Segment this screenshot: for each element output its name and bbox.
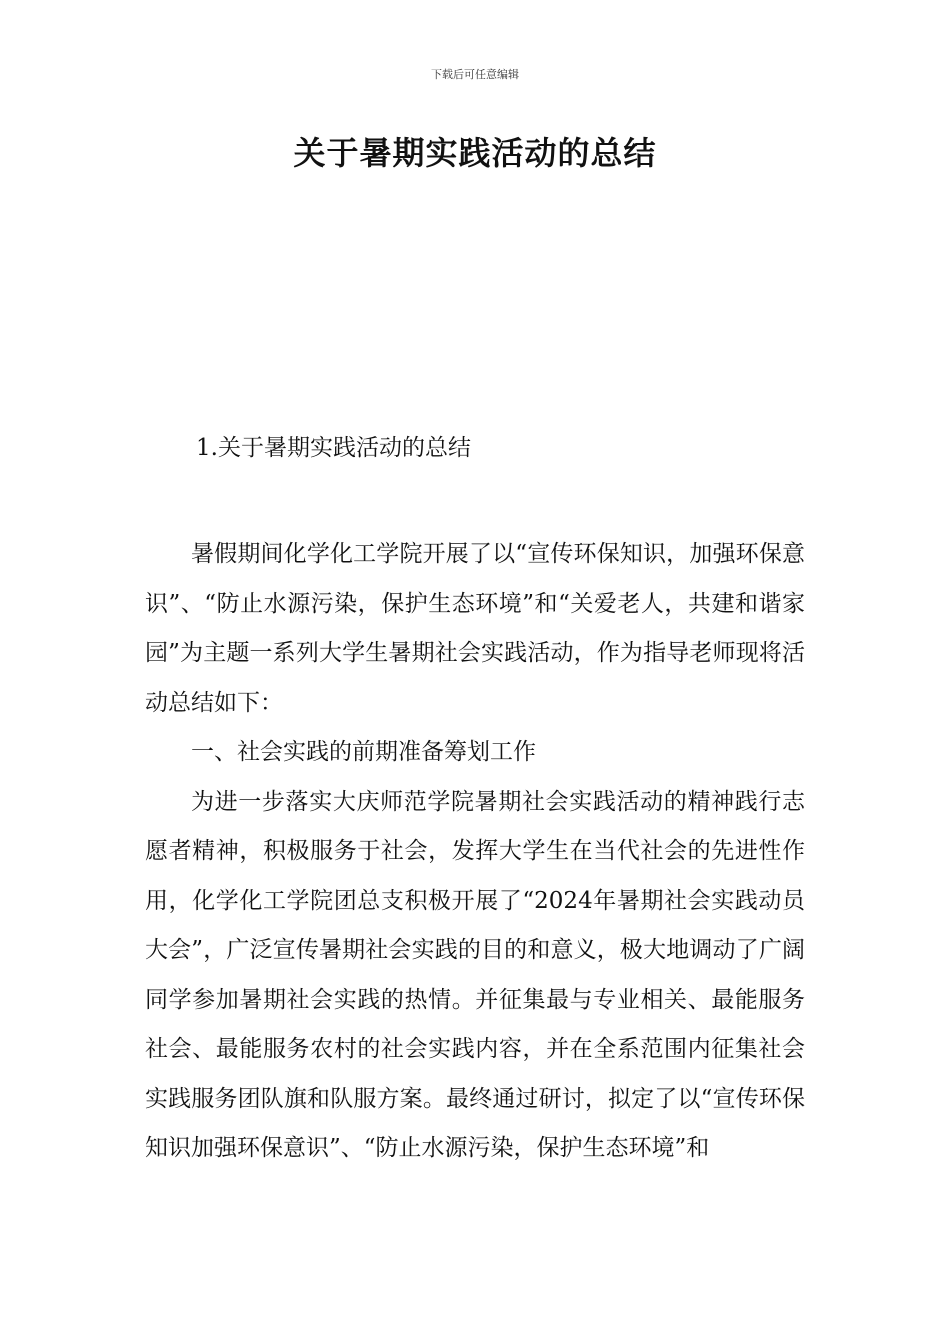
body-paragraph: 为进一步落实大庆师范学院暑期社会实践活动的精神践行志愿者精神，积极服务于社会，发挥大学生在当代社会的先进性作用，化学化工学院团总支积极开展了“2024年暑期社会实践动员大会”，广泛宣传暑期社会实践的目的和意义，极大地调动了广阔同学参加暑期社会实践的热情。并征集最与专业相关、最能服务社会、最能服务农村的社会实践内容，并在全系范围内征集社会实践服务团队旗和队服方案。最终通过研讨，拟定了以“宣传环保知识加强环保意识”、“防止水源污染，保护生态环境”和 bbox=[145, 788, 805, 1161]
subsection-heading: 一、社会实践的前期准备筹划工作 bbox=[191, 739, 536, 765]
document-title: 关于暑期实践活动的总结 bbox=[293, 134, 657, 172]
header-note: 下载后可任意编辑 bbox=[431, 68, 519, 81]
intro-paragraph: 暑假期间化学化工学院开展了以“宣传环保知识，加强环保意识”、“防止水源污染，保护生态环境”和“关爱老人，共建和谐家园”为主题一系列大学生暑期社会实践活动，作为指导老师现将活动总结如下： bbox=[145, 541, 805, 716]
document-body bbox=[145, 530, 805, 1174]
section-heading: 1.关于暑期实践活动的总结 bbox=[196, 435, 471, 461]
